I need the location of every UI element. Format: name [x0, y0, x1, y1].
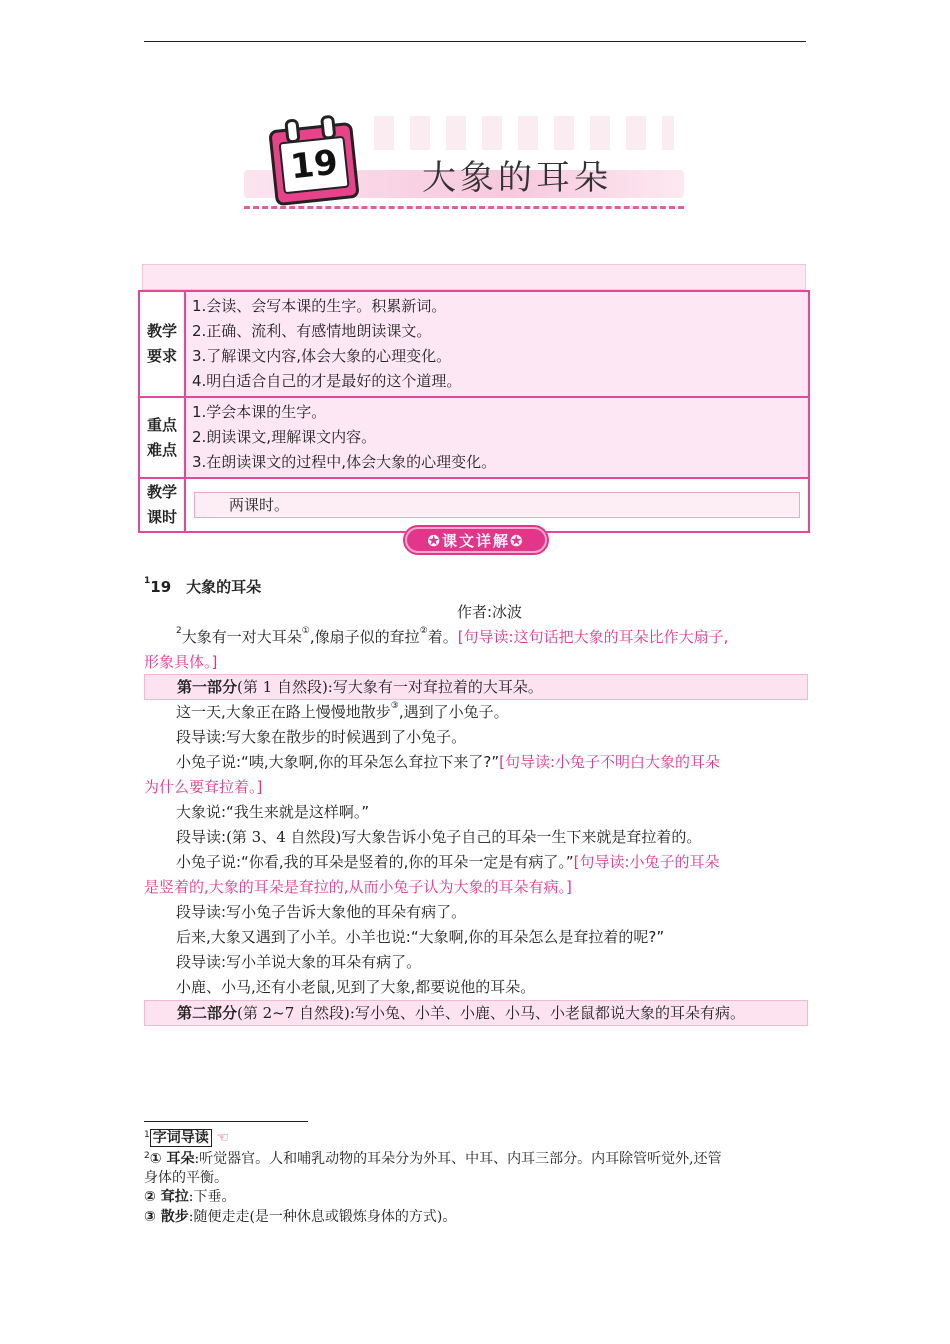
paragraph-guide-5: 段导读:写小兔子告诉大象他的耳朵有病了。 [176, 903, 467, 921]
vocab-guide-label: 字词导读 [150, 1129, 212, 1147]
list-item: 3.了解课文内容,体会大象的心理变化。 [192, 347, 452, 365]
list-item: 2.朗读课文,理解课文内容。 [192, 428, 377, 446]
paragraph-2: 这一天,大象正在路上慢慢地散步③,遇到了小兔子。 [176, 701, 509, 721]
footnote-3: ② 耷拉:下垂。 [144, 1189, 236, 1205]
row-content [185, 397, 809, 478]
list-item: 两课时。 [194, 492, 800, 518]
table-row [139, 478, 809, 532]
row-content [185, 291, 809, 397]
paragraph-guide-2: 段导读:写大象在散步的时候遇到了小兔子。 [176, 728, 467, 746]
pointing-hand-icon: ☜ [216, 1130, 229, 1146]
list-item: 1.学会本课的生字。 [192, 403, 327, 421]
sentence-guide: [句导读:小兔子不明白大象的耳朵 [499, 753, 721, 771]
list-item: 4.明白适合自己的才是最好的这个道理。 [192, 372, 462, 390]
row-label: 重点 难点 [139, 397, 185, 478]
calendar-icon [268, 122, 359, 206]
footnote-2-cont: 身体的平衡。 [144, 1170, 228, 1186]
row-label: 教学 课时 [139, 478, 185, 532]
paragraph-6: 后来,大象又遇到了小羊。小羊也说:“大象啊,你的耳朵怎么是耷拉着的呢?” [176, 928, 665, 946]
footnote-rule [144, 1121, 308, 1122]
section-badge: ✪课文详解✪ [405, 527, 547, 553]
lesson-number: 19 [288, 142, 340, 188]
objectives-table [138, 290, 810, 533]
paragraph-guide-4: 段导读:(第 3、4 自然段)写大象告诉小兔子自己的耳朵一生下来就是耷拉着的。 [176, 828, 702, 846]
sentence-guide-cont: 为什么要耷拉着。] [144, 778, 263, 796]
row-label: 教学 要求 [139, 291, 185, 397]
row-content [185, 478, 809, 532]
table-row [139, 291, 809, 397]
sentence-guide-cont: 形象具体。] [144, 653, 218, 671]
list-item: 3.在朗读课文的过程中,体会大象的心理变化。 [192, 453, 497, 471]
banner-dash-line [244, 206, 684, 209]
paragraph-3: 小兔子说:“咦,大象啊,你的耳朵怎么耷拉下来了?”[句导读:小兔子不明白大象的耳朵 [176, 753, 721, 771]
author-line: 作者:冰波 [457, 603, 523, 621]
lesson-banner [244, 112, 684, 218]
footnote-2: $^2$① 耳朵:听觉器官。人和哺乳动物的耳朵分为外耳、中耳、内耳三部分。内耳除管听觉外,还管 [144, 1151, 722, 1167]
paragraph-5: 小兔子说:“你看,我的耳朵是竖着的,你的耳朵一定是有病了。”[句导读:小兔子的耳朵 [176, 853, 720, 871]
list-item: 2.正确、流利、有感情地朗读课文。 [192, 322, 432, 340]
footnote-1: $^1$ 字词导读 ☜ [144, 1130, 229, 1146]
list-item: 1.会读、会写本课的生字。积累新词。 [192, 297, 447, 315]
paragraph-guide-6: 段导读:写小羊说大象的耳朵有病了。 [176, 953, 422, 971]
banner-watermark [374, 116, 674, 150]
sentence-guide: [句导读:这句话把大象的耳朵比作大扇子, [457, 628, 729, 646]
paragraph-7: 小鹿、小马,还有小老鼠,见到了大象,都要说他的耳朵。 [176, 978, 536, 996]
footnote-4: ③ 散步:随便走走(是一种休息或锻炼身体的方式)。 [144, 1209, 457, 1225]
sentence-guide: [句导读:小兔子的耳朵 [573, 853, 720, 871]
table-row [139, 397, 809, 478]
paragraph-1: $^2$大象有一对大耳朵①,像扇子似的耷拉②着。[句导读:这句话把大象的耳朵比作大扇子, [176, 626, 729, 646]
paragraph-4: 大象说:“我生来就是这样啊。” [176, 803, 370, 821]
objectives-header-bar [142, 264, 806, 290]
sentence-guide-cont: 是竖着的,大象的耳朵是耷拉的,从而小兔子认为大象的耳朵有病。] [144, 878, 572, 896]
lesson-heading: $^1$19 大象的耳朵 [144, 576, 262, 596]
lesson-title: 大象的耳朵 [422, 158, 612, 198]
part-summary-1: 第一部分(第 1 自然段):写大象有一对耷拉着的大耳朵。 [144, 674, 808, 700]
header-rule [144, 41, 806, 42]
part-summary-2: 第二部分(第 2~7 自然段):写小兔、小羊、小鹿、小马、小老鼠都说大象的耳朵有病。 [144, 1000, 808, 1026]
